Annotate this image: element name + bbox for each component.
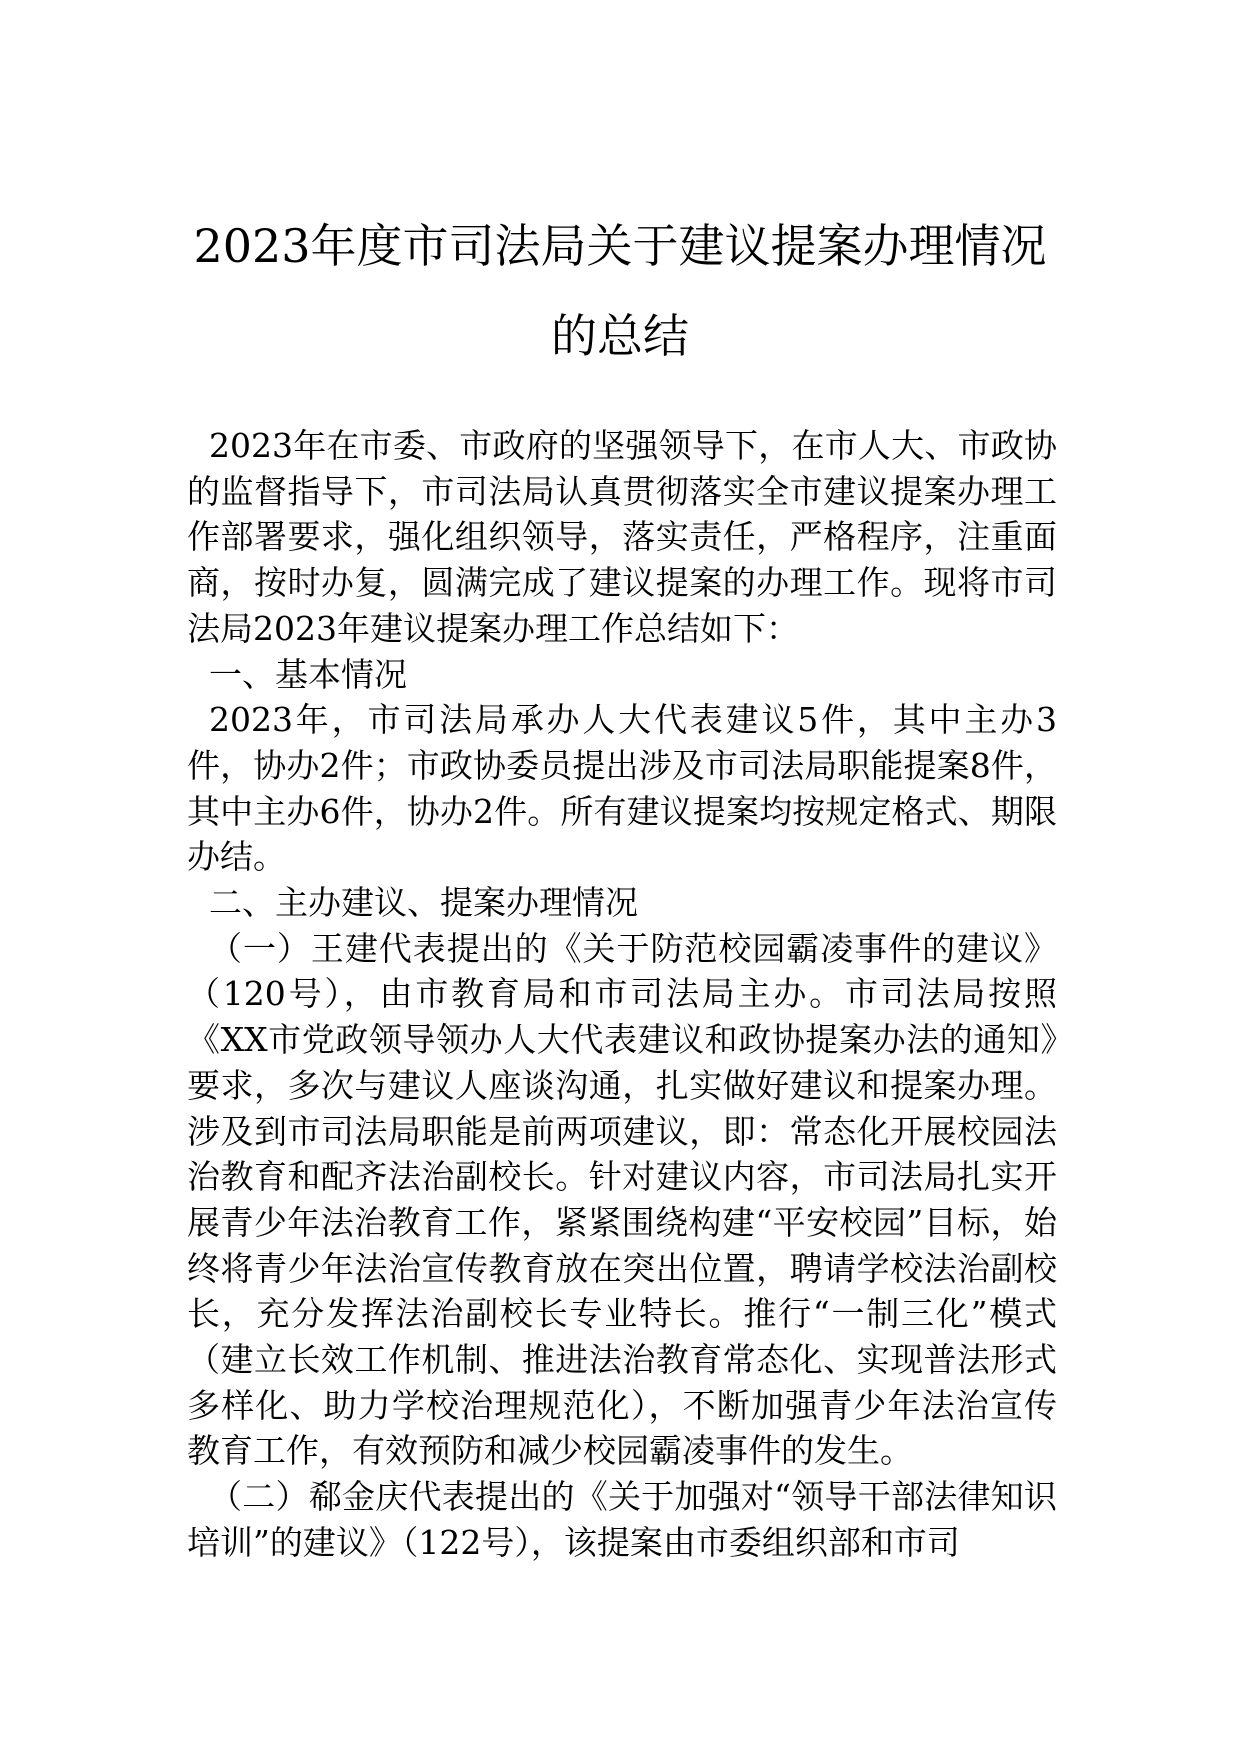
- item-1-paragraph: （一）王建代表提出的《关于防范校园霸凌事件的建议》（120号），由市教育局和市司法局主办。市司法局按照《XX市党政领导领办人大代表建议和政协提案办法的通知》要求，多次与建议人座谈沟通，扎实做好建议和提案办理。涉及到市司法局职能是前两项建议，即：常态化开展校园法治教育和配齐法治副校长。针对建议内容，市司法局扎实开展青少年法治教育工作，紧紧围绕构建“平安校园”目标，始终将青少年法治宣传教育放在突出位置，聘请学校法治副校长，充分发挥法治副校长专业特长。推行“一制三化”模式（建立长效工作机制、推进法治教育常态化、实现普法形式多样化、助力学校治理规范化），不断加强青少年法治宣传教育工作，有效预防和减少校园霸凌事件的发生。: [187, 928, 1057, 1471]
- document-title-line-2: 的总结: [551, 309, 689, 363]
- section-heading-basic-situation: 一、基本情况: [209, 654, 407, 694]
- document-body: [187, 423, 1057, 1566]
- basic-situation-paragraph: 2023年，市司法局承办人大代表建议5件，其中主办3件，协办2件；市政协委员提出涉及市司法局职能提案8件，其中主办6件，协办2件。所有建议提案均按规定格式、期限办结。: [187, 700, 1057, 877]
- document-title-line-1: 2023年度市司法局关于建议提案办理情况: [193, 219, 1047, 273]
- item-2-paragraph: （二）郗金庆代表提出的《关于加强对“领导干部法律知识培训”的建议》（122号），该提案由市委组织部和市司: [187, 1477, 1057, 1562]
- section-heading-main-handling: 二、主办建议、提案办理情况: [209, 883, 638, 923]
- intro-paragraph: 2023年在市委、市政府的坚强领导下，在市人大、市政协的监督指导下，市司法局认真贯彻落实全市建议提案办理工作部署要求，强化组织领导，落实责任，严格程序，注重面商，按时办复，圆满完成了建议提案的办理工作。现将市司法局2023年建议提案办理工作总结如下：: [187, 426, 1057, 648]
